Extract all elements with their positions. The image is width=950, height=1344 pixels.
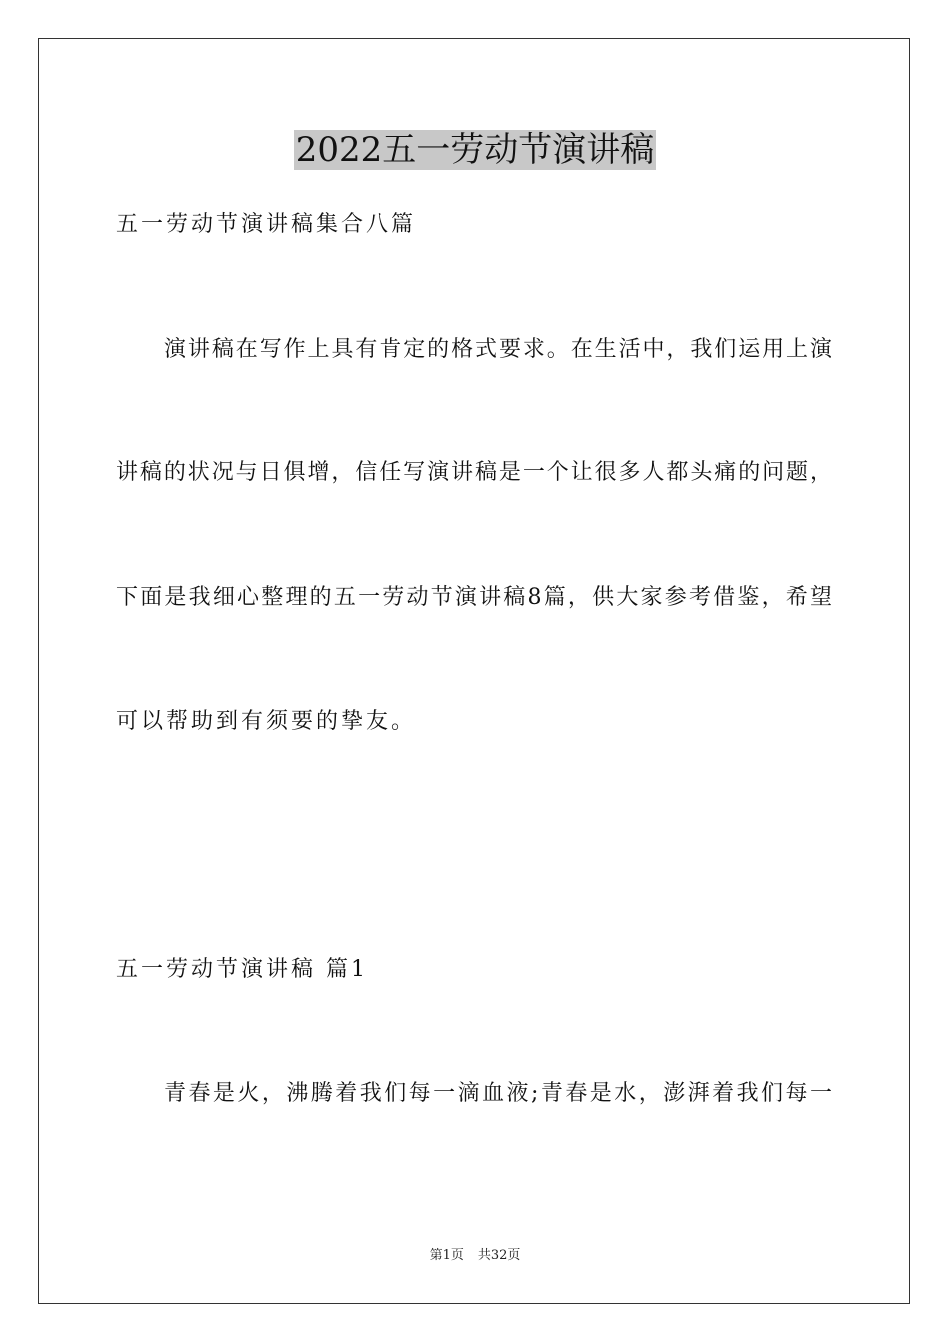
- intro-line-3: 下面是我细心整理的五一劳动节演讲稿8篇，供大家参考借鉴，希望: [116, 585, 832, 610]
- intro-line-2: 讲稿的状况与日俱增，信任写演讲稿是一个让很多人都头痛的问题，: [116, 460, 832, 485]
- section-heading: 五一劳动节演讲稿 篇1: [116, 957, 368, 982]
- page-footer: [0, 1247, 950, 1265]
- page-number: 第1页: [429, 1248, 464, 1263]
- intro-line-4: 可以帮助到有须要的挚友。: [116, 709, 417, 734]
- document-subtitle: 五一劳动节演讲稿集合八篇: [116, 212, 417, 237]
- page-total: 共32页: [477, 1248, 521, 1263]
- section-line-1: 青春是火，沸腾着我们每一滴血液;青春是水，澎湃着我们每一: [164, 1081, 832, 1106]
- intro-line-1: 演讲稿在写作上具有肯定的格式要求。在生活中，我们运用上演: [164, 337, 832, 362]
- document-title: [0, 128, 950, 172]
- title-text: 2022五一劳动节演讲稿: [295, 130, 655, 170]
